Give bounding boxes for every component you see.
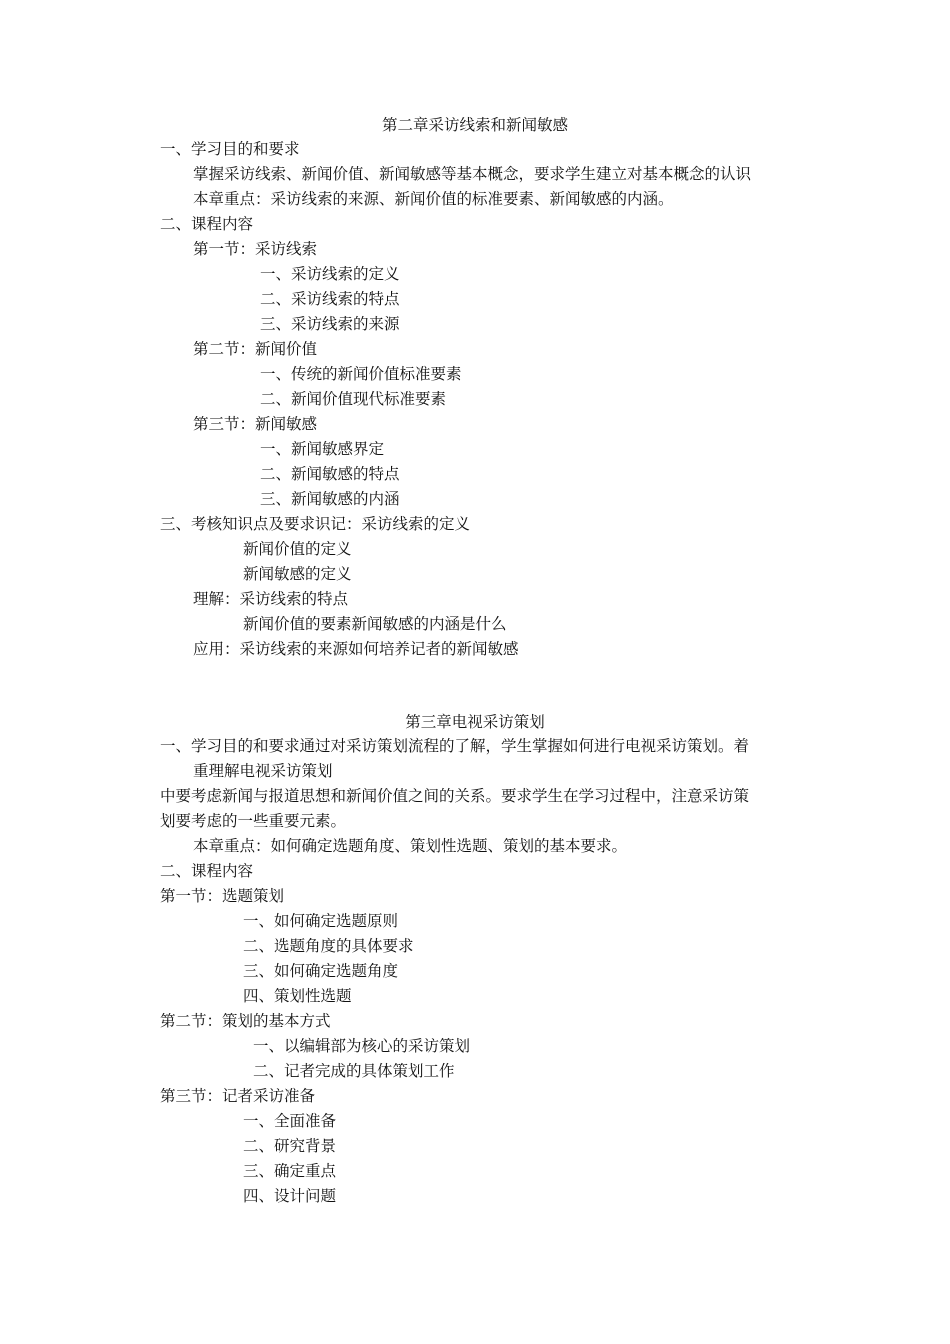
ch2-section3-title: 第三节：新闻敏感	[193, 415, 318, 433]
ch2-understand-item: 理解：采访线索的特点	[193, 590, 349, 608]
ch3-section3-item: 四、设计问题	[243, 1187, 337, 1205]
ch2-section1-item: 一、采访线索的定义	[260, 265, 400, 283]
ch3-section1-item: 一、如何确定选题原则	[243, 912, 399, 930]
ch2-goals-heading: 一、学习目的和要求	[160, 140, 300, 158]
chapter3-title: 第三章电视采访策划	[405, 713, 545, 731]
ch3-goals-text: 一、学习目的和要求通过对采访策划流程的了解，学生掌握如何进行电视采访策划。着	[160, 737, 750, 755]
ch3-section3-item: 三、确定重点	[243, 1162, 337, 1180]
ch2-assessment-heading: 三、考核知识点及要求识记：采访线索的定义	[160, 515, 471, 533]
ch3-section3-item: 一、全面准备	[243, 1112, 337, 1130]
ch3-section1-item: 四、策划性选题	[243, 987, 352, 1005]
ch3-goals-text: 重理解电视采访策划	[193, 762, 333, 780]
ch3-section1-title: 第一节：选题策划	[160, 887, 285, 905]
ch3-section1-item: 三、如何确定选题角度	[243, 962, 399, 980]
ch2-section2-item: 一、传统的新闻价值标准要素	[260, 365, 462, 383]
ch2-section2-title: 第二节：新闻价值	[193, 340, 318, 358]
ch2-section2-item: 二、新闻价值现代标准要素	[260, 390, 447, 408]
ch2-memorize-item: 新闻敏感的定义	[243, 565, 352, 583]
chapter2-title: 第二章采访线索和新闻敏感	[381, 116, 568, 134]
ch3-section2-item: 二、记者完成的具体策划工作	[253, 1062, 455, 1080]
ch3-section2-title: 第二节：策划的基本方式	[160, 1012, 331, 1030]
ch2-understand-item: 新闻价值的要素新闻敏感的内涵是什么	[243, 615, 507, 633]
ch2-content-heading: 二、课程内容	[160, 215, 254, 233]
ch2-section3-item: 一、新闻敏感界定	[260, 440, 385, 458]
ch2-memorize-item: 新闻价值的定义	[243, 540, 352, 558]
ch3-section1-item: 二、选题角度的具体要求	[243, 937, 414, 955]
ch3-section3-item: 二、研究背景	[243, 1137, 337, 1155]
ch3-goals-text: 划要考虑的一些重要元素。	[160, 812, 347, 830]
ch3-section3-title: 第三节：记者采访准备	[160, 1087, 316, 1105]
ch2-apply-item: 应用：采访线索的来源如何培养记者的新闻敏感	[193, 640, 519, 658]
ch2-section1-title: 第一节：采访线索	[193, 240, 318, 258]
ch3-key-points: 本章重点：如何确定选题角度、策划性选题、策划的基本要求。	[193, 837, 628, 855]
ch2-section1-item: 二、采访线索的特点	[260, 290, 400, 308]
ch2-section3-item: 二、新闻敏感的特点	[260, 465, 400, 483]
ch2-goals-text: 掌握采访线索、新闻价值、新闻敏感等基本概念，要求学生建立对基本概念的认识	[193, 165, 752, 183]
ch3-content-heading: 二、课程内容	[160, 862, 254, 880]
ch2-key-points: 本章重点：采访线索的来源、新闻价值的标准要素、新闻敏感的内涵。	[193, 190, 674, 208]
ch2-section1-item: 三、采访线索的来源	[260, 315, 400, 333]
ch3-goals-text: 中要考虑新闻与报道思想和新闻价值之间的关系。要求学生在学习过程中，注意采访策	[160, 787, 750, 805]
ch3-section2-item: 一、以编辑部为核心的采访策划	[253, 1037, 471, 1055]
ch2-section3-item: 三、新闻敏感的内涵	[260, 490, 400, 508]
